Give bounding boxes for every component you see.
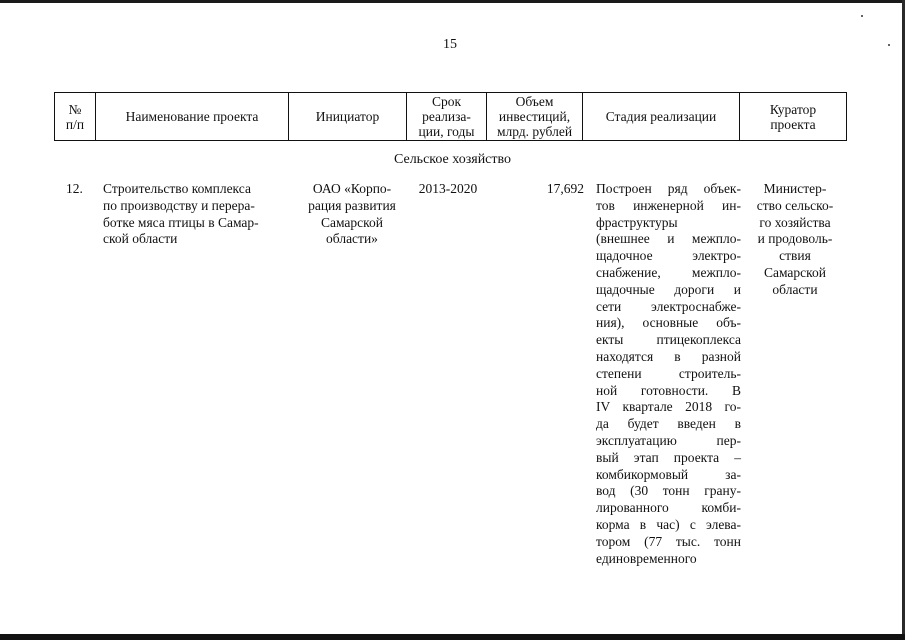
scan-speck [861, 15, 863, 17]
header-volume: Объем инвестиций, млрд. рублей [487, 93, 583, 141]
scan-speck [888, 44, 890, 46]
header-initiator: Инициатор [289, 93, 407, 141]
row-curator: Министер- ство сельско- го хозяйства и продоволь- ствия Самарской области [756, 181, 834, 297]
header-curator: Куратор проекта [740, 93, 847, 141]
header-stage: Стадия реализации [583, 93, 740, 141]
row-volume: 17,692 [546, 181, 584, 196]
table-header [54, 92, 847, 141]
row-stage: Построен ряд объек- тов инженерной ин- фраструктуры (внешнее и межпло- щадочное электро- снабжение, межпло- щадочные дороги и сети электроснабже- ния), основные объ- екты птицекоплекса находятся в разной степени строитель- ной готовности. В IV квартале 2018 го- да будет введен в эксплуатацию пер- вый этап проекта – комбикормовый за- вод (30 тонн грану- лированного комби- корма в час) с элева- тором (77 тыс. тонн единовременного [596, 181, 741, 566]
row-period: 2013-2020 [418, 181, 478, 196]
page-number: 15 [443, 37, 457, 52]
header-project-name: Наименование проекта [96, 93, 289, 141]
section-title: Сельское хозяйство [393, 152, 512, 167]
header-period: Срок реализа- ции, годы [407, 93, 487, 141]
header-num: № п/п [55, 93, 96, 141]
row-number: 12. [66, 181, 83, 196]
row-initiator: ОАО «Корпо- рация развития Самарской области» [308, 181, 396, 247]
scan-top-edge [0, 0, 905, 3]
scan-bottom-edge [0, 634, 905, 640]
row-project: Строительство комплекса по производству и перера- ботке мяса птицы в Самар- ской области [103, 181, 259, 247]
